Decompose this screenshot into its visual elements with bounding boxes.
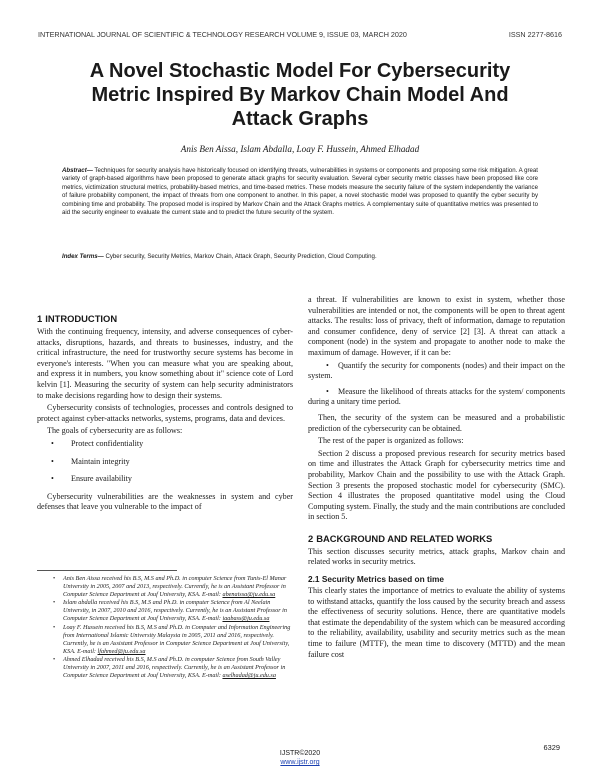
abstract [62,167,538,217]
list-item-text: Maintain integrity [71,456,130,466]
body-paragraph: The rest of the paper is organized as follows: [318,436,464,446]
intro-paragraph-1: With the continuing frequency, intensity, and adverse consequences of cyber-attacks, disruptions, hazards, and threats to businesses, industry, and the critical infrastructure, the need for trustworthy secure systems has become in everyone's interests. "When you can measure what you are speaking about, and express it in numbers, you know something about it" science cote of Lord kelvin [1]. Measuring the security of system can help security administrators to make decisions regarding how to design their systems. [37,327,293,400]
abstract-label: Abstract— [62,167,93,174]
intro-paragraph-3: The goals of cybersecurity are as follows: [47,426,183,436]
right-column [308,295,565,662]
website-link[interactable]: www.ijstr.org [280,759,320,766]
section-title: BACKGROUND AND RELATED WORKS [316,532,493,544]
section-number: 1 [37,313,43,324]
list-item-text: Measure the likelihood of threats attacks for the system/ components during a unitary time period. [308,386,565,407]
bullet-icon: • [53,623,56,631]
measure-list [308,361,565,408]
bullet-icon: • [326,360,329,370]
paper-title [50,59,550,131]
goals-list [37,439,293,485]
list-item [37,474,293,485]
footnote-item [37,656,293,680]
intro-paragraph-4: Cybersecurity vulnerabilities are the weaknesses in system and cyber defenses that leave you vulnerable to the impact of [37,491,293,512]
bullet-icon: • [326,386,329,396]
index-terms [62,253,538,261]
bullet-icon: • [51,456,54,466]
title-line: A Novel Stochastic Model For Cybersecurity [89,60,511,82]
footnote-text: Islam abdalla received his B.S, M.S and Ph.D. in computer Science from Al Neelain University, in 2007, 2010 and 2016, respectively. Currently, he is an Assistant Professor in Computer Science Department at Jouf University, KSA. E-mail: [63,599,287,623]
journal-header: INTERNATIONAL JOURNAL OF SCIENTIFIC & TECHNOLOGY RESEARCH VOLUME 9, ISSUE 03, MARCH 2020 [38,30,407,39]
index-terms-text: Cyber security, Security Metrics, Markov Chain, Attack Graph, Security Prediction, Cloud Computing. [103,253,377,260]
page-number: 6329 [543,743,560,752]
footnote-divider [37,570,177,571]
footnote-item [37,624,293,656]
left-column [37,313,293,515]
copyright-footer: IJSTR©2020 [279,750,321,757]
bullet-icon: • [53,599,56,607]
intro-paragraph-2: Cybersecurity consists of technologies, processes and controls designed to protect against cyber-attacks networks, systems, programs, data and devices. [37,403,293,423]
section-heading-background [308,533,565,545]
body-paragraph: Section 2 discuss a proposed previous research for security metrics based on time and illustrates the Attack Graph for cybersecurity metrics time and probability, Markov Chain and the possibility to use with the Attack Graph. Section 3 presents the proposed stochastic model for cybersecurity (SMC). Section 4 illustrates the proposed quantitative model using the Cloud Computing system. Finally, the study and the main contributions are concluded in section 5. [308,448,565,522]
footnote-text: Ahmed Elhadad received his B.S, M.S and Ph.D. in computer Science from South Valley University in 2007, 2011 and 2016, respectively. Currently, he is an Assistant Professor in Computer Science Department at Jouf University, KSA. E-mail: [63,655,286,680]
title-line: Attack Graphs [231,108,369,130]
list-item [37,457,293,468]
body-paragraph: This clearly states the importance of metrics to evaluate the ability of systems to withstand attacks, quantify the loss caused by the security breach and assess the effectiveness of security solutions. Hence, there are quantitative models that estimate the dependability of the system which can be measured according to the reliability, availability, usability and security metrics such as the mean time to failure (MTTF), the mean time to discovery (MTTD) and the mean failure cost [308,586,565,659]
footnote-text: Anis Ben Aissa received his B.S, M.S and Ph.D. in computer Science from Tunis-El Manar University in 2005, 2007 and 2013, respectively. Currently, he is an Assistant Professor in Computer Science Department at Jouf University, KSA. E-mail: [63,575,287,599]
list-item [308,361,565,382]
email-link[interactable]: iaabass@ju.edu.sa [222,615,270,623]
title-line: Metric Inspired By Markov Chain Model And [91,84,509,106]
body-paragraph: Then, the security of the system can be measured and a probabilistic prediction of the cybersecurity can be obtained. [308,412,565,433]
section-number: 2 [308,532,314,544]
bullet-icon: • [51,438,54,448]
footnote-text: Loay F. Hussein received his B.S, M.S and Ph.D. in Computer and Information Engineering from International Islamic University Malaysia in 2005, 2011 and 2016, respectively. Currently, he is an Assistant Professor in Computer Science Department at Jouf University, KSA. E-mail: [63,623,291,655]
footnote-item [37,575,293,599]
author-list: Anis Ben Aissa, Islam Abdalla, Loay F. Hussein, Ahmed Elhadad [180,144,420,154]
bullet-icon: • [51,474,54,484]
running-header [38,30,562,42]
bullet-icon: • [53,575,56,582]
list-item-text: Quantify the security for components (nodes) and their impact on the system. [308,360,565,381]
email-link[interactable]: lfahmed@ju.edu.sa [97,647,146,655]
email-link[interactable]: abenaissa@ju.edu.sa [222,591,276,599]
section-heading-introduction [37,313,293,325]
list-item-text: Ensure availability [71,474,132,484]
list-item [37,439,293,450]
body-paragraph: This section discusses security metrics, attack graphs, Markov chain and related works in security metrics. [308,546,565,567]
list-item [308,387,565,408]
body-paragraph: a threat. If vulnerabilities are known to exist in system, whether those vulnerabilities are intended or not, the components will be open to threat agent attacks. The results: loss of privacy, theft of information, damage to reputation and consumer confidence, deny of service [2] [3]. A threat can attack a component (node) in the system and propagate to another node to make the maximum of damage. However, if it can be: [308,295,565,357]
author-footnotes [37,575,293,680]
index-terms-label: Index Terms— [62,253,104,260]
issn-header: ISSN 2277-8616 [508,30,562,39]
footnote-item [37,599,293,623]
list-item-text: Protect confidentiality [71,438,144,448]
email-link[interactable]: aselhadad@ju.edu.sa [222,672,276,680]
section-title: INTRODUCTION [45,313,118,324]
bullet-icon: • [53,655,56,663]
subsection-heading: 2.1 Security Metrics based on time [308,574,445,585]
abstract-text: Techniques for security analysis have historically focused on identifying threats, vulnerabilities in systems or components and proposing some risk mitigation. A great variety of graph-based algorithms have been proposed to generate attack graphs for security evaluation. Several cyber security metric classes have been proposed like core metrics, victimization structural metrics, probability-based metrics, and time-based metrics. These models measure the security failure of the system independently the variance of failure probability component, the impact of threats from one component to another. In this paper, a novel stochastic model was proposed to quantify the cyber security by combining time and probability. The proposed model is inspired by Markov Chain and the Attack Graphs metrics. A complementary suite of quantitative metrics was presented to aid the security engineer to evaluate the current state and to predict the future security of the system. [62,167,538,217]
